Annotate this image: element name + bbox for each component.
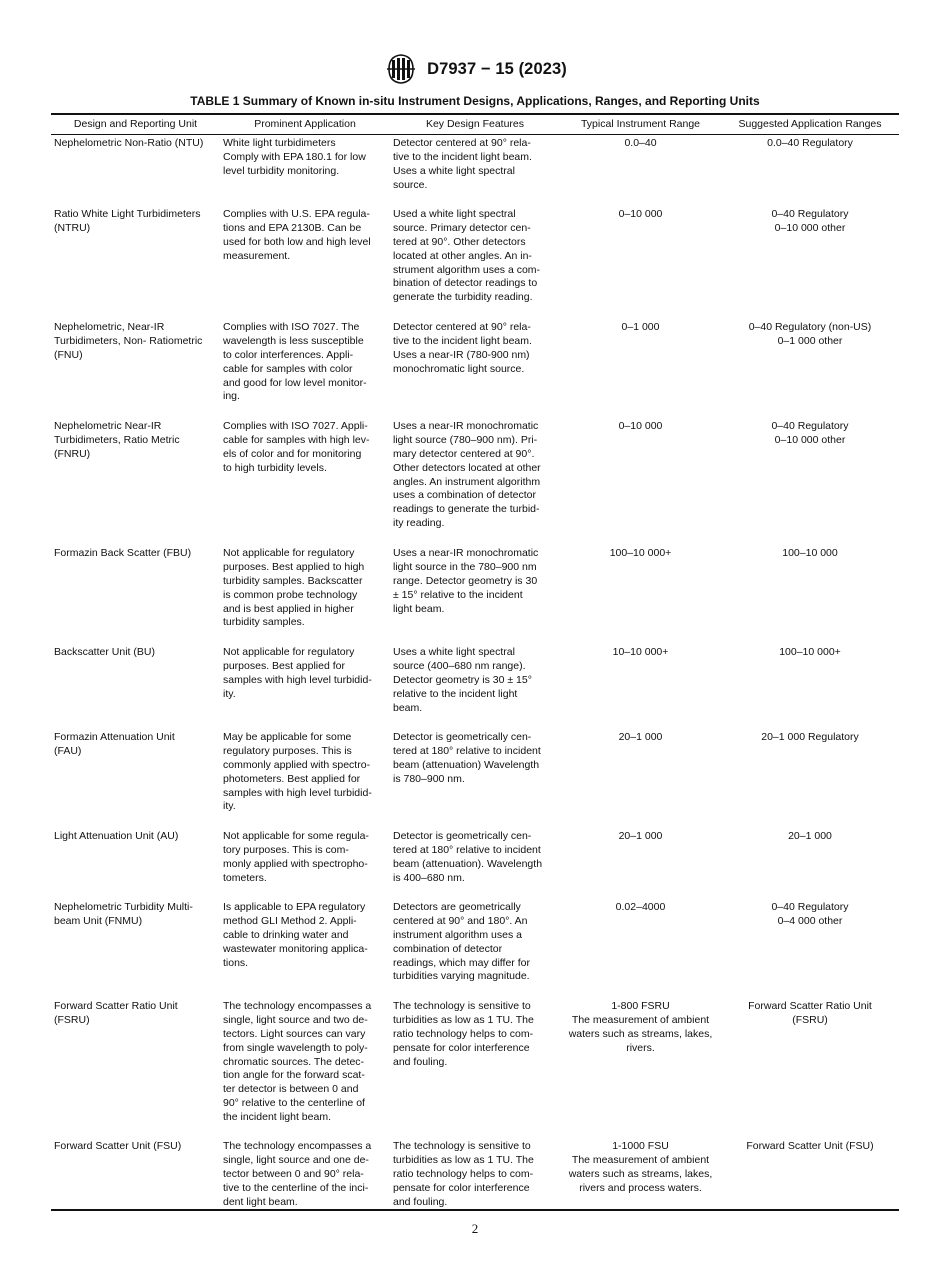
cell-line: tered at 90°. Other detectors — [393, 235, 526, 248]
cell-line: tory purposes. This is com- — [223, 843, 349, 856]
table-row — [51, 319, 899, 418]
cell-line: turbidity samples. — [223, 616, 305, 629]
column-header: Prominent Application — [220, 114, 390, 134]
cell-line: the incident light beam. — [223, 1111, 331, 1124]
cell-line: Complies with ISO 7027. Appli- — [223, 419, 368, 432]
cell-design-features — [390, 899, 560, 998]
cell-line: mary detector centered at 90°. — [393, 447, 535, 460]
cell-line: beam. — [393, 701, 423, 714]
cell-line: uses a combination of detector — [393, 489, 537, 502]
cell-line: 20–1 000 Regulatory — [761, 730, 859, 743]
cell-application — [220, 644, 390, 729]
cell-line: 100–10 000+ — [779, 645, 841, 658]
cell-line: 0–10 000 — [618, 419, 663, 432]
table-title: TABLE 1 Summary of Known in-situ Instrument Designs, Applications, Ranges, and Reporting Units — [190, 94, 760, 108]
cell-line: 10–10 000+ — [612, 645, 669, 658]
cell-line: 20–1 000 — [618, 829, 663, 842]
cell-design-features — [390, 206, 560, 319]
table-row — [51, 644, 899, 729]
cell-line: pensate for color interference — [393, 1041, 530, 1054]
cell-line: tector between 0 and 90° rela- — [223, 1167, 364, 1180]
cell-line: (FNRU) — [54, 447, 91, 460]
cell-instrument-range — [560, 729, 721, 828]
cell-line: Backscatter Unit (BU) — [54, 645, 155, 658]
cell-instrument-range — [560, 1138, 721, 1211]
cell-line: (FSRU) — [54, 1013, 90, 1026]
cell-line: Nephelometric Near-IR — [54, 419, 162, 432]
cell-line: range. Detector geometry is 30 — [393, 574, 538, 587]
cell-design-unit — [51, 998, 220, 1138]
cell-line: cable for samples with color — [223, 362, 353, 375]
cell-line: ± 15° relative to the incident — [393, 588, 523, 601]
cell-line: 0.02–4000 — [615, 900, 666, 913]
cell-line: (FNU) — [54, 348, 83, 361]
astm-logo-icon — [383, 52, 419, 86]
cell-line: cable for samples with high lev- — [223, 433, 370, 446]
cell-line: turbidity samples. Backscatter — [223, 574, 363, 587]
cell-application — [220, 134, 390, 206]
table-row — [51, 1138, 899, 1211]
cell-line: Detector is geometrically cen- — [393, 829, 532, 842]
cell-line: 0–1 000 — [621, 320, 660, 333]
cell-line: light source in the 780–900 nm — [393, 560, 537, 573]
cell-instrument-range — [560, 418, 721, 545]
cell-line: and is best applied in higher — [223, 602, 354, 615]
cell-line: 0–40 Regulatory — [771, 419, 849, 432]
cell-suggested-range — [721, 1138, 899, 1211]
cell-application — [220, 418, 390, 545]
cell-line: tectors. Light sources can vary — [223, 1027, 366, 1040]
cell-line: used for both low and high level — [223, 235, 371, 248]
cell-suggested-range — [721, 828, 899, 899]
cell-line: White light turbidimeters — [223, 136, 336, 149]
cell-line: samples with high level turbidid- — [223, 673, 372, 686]
cell-design-features — [390, 545, 560, 644]
cell-line: source. — [393, 178, 428, 191]
cell-line: monochromatic light source. — [393, 362, 525, 375]
cell-line: The measurement of ambient — [571, 1013, 710, 1026]
cell-line: turbidities varying magnitude. — [393, 970, 530, 983]
cell-line: Uses a near-IR monochromatic — [393, 419, 539, 432]
cell-line: is 400–680 nm. — [393, 871, 465, 884]
cell-line: ity reading. — [393, 517, 445, 530]
cell-line: Uses a near-IR (780-900 nm) — [393, 348, 530, 361]
cell-line: 0–10 000 other — [774, 221, 846, 234]
cell-line: and fouling. — [393, 1055, 448, 1068]
cell-line: Not applicable for regulatory — [223, 645, 355, 658]
cell-line: source. Primary detector cen- — [393, 221, 531, 234]
cell-line: Nephelometric Non-Ratio (NTU) — [54, 136, 204, 149]
cell-line: 100–10 000+ — [609, 546, 672, 559]
cell-application — [220, 319, 390, 418]
cell-line: ratio technology helps to com- — [393, 1027, 534, 1040]
cell-line: bination of detector readings to — [393, 277, 538, 290]
cell-line: dent light beam. — [223, 1195, 298, 1208]
cell-line: 0–1 000 other — [777, 334, 843, 347]
cell-line: The technology encompasses a — [223, 1139, 372, 1152]
cell-instrument-range — [560, 899, 721, 998]
cell-line: pensate for color interference — [393, 1181, 530, 1194]
cell-line: tions. — [223, 956, 249, 969]
cell-line: combination of detector — [393, 942, 503, 955]
cell-line: Forward Scatter Unit (FSU) — [746, 1139, 874, 1152]
cell-line: rivers. — [626, 1041, 655, 1054]
cell-line: 0.0–40 Regulatory — [767, 136, 853, 149]
cell-line: tive to the centerline of the inci- — [223, 1181, 369, 1194]
cell-line: source (400–680 nm range). — [393, 659, 526, 672]
cell-line: is 780–900 nm. — [393, 772, 465, 785]
cell-line: centered at 90° and 180°. An — [393, 914, 528, 927]
cell-suggested-range — [721, 134, 899, 206]
cell-line: Formazin Back Scatter (FBU) — [54, 546, 192, 559]
table-row — [51, 729, 899, 828]
cell-line: level turbidity monitoring. — [223, 164, 340, 177]
cell-line: regulatory purposes. This is — [223, 744, 352, 757]
column-header: Suggested Application Ranges — [721, 114, 899, 134]
cell-line: Turbidimeters, Ratio Metric — [54, 433, 180, 446]
column-header: Typical Instrument Range — [560, 114, 721, 134]
cell-line: measurement. — [223, 249, 291, 262]
cell-design-unit — [51, 134, 220, 206]
cell-line: monly applied with spectropho- — [223, 857, 368, 870]
cell-suggested-range — [721, 729, 899, 828]
cell-design-unit — [51, 545, 220, 644]
cell-line: ing. — [223, 390, 240, 403]
cell-line: purposes. Best applied for — [223, 659, 345, 672]
cell-line: wavelength is less susceptible — [223, 334, 364, 347]
cell-application — [220, 206, 390, 319]
cell-line: is common probe technology — [223, 588, 358, 601]
cell-line: located at other angles. An in- — [393, 249, 532, 262]
cell-line: Uses a white light spectral — [393, 645, 515, 658]
cell-line: to color interferences. Appli- — [223, 348, 354, 361]
cell-design-features — [390, 1138, 560, 1211]
cell-instrument-range — [560, 644, 721, 729]
cell-line: readings, which may differ for — [393, 956, 530, 969]
cell-line: Is applicable to EPA regulatory — [223, 900, 366, 913]
cell-instrument-range — [560, 134, 721, 206]
cell-line: Used a white light spectral — [393, 207, 516, 220]
cell-line: angles. An instrument algorithm — [393, 475, 541, 488]
table-row — [51, 828, 899, 899]
cell-line: Complies with ISO 7027. The — [223, 320, 360, 333]
table-header-row — [51, 114, 899, 134]
table-row — [51, 418, 899, 545]
cell-line: tion angle for the forward scat- — [223, 1069, 365, 1082]
cell-line: to high turbidity levels. — [223, 461, 327, 474]
cell-application — [220, 1138, 390, 1211]
cell-suggested-range — [721, 998, 899, 1138]
cell-design-unit — [51, 206, 220, 319]
cell-line: (FAU) — [54, 744, 82, 757]
cell-design-features — [390, 319, 560, 418]
cell-line: single, light source and one de- — [223, 1153, 369, 1166]
cell-line: 0–4 000 other — [777, 914, 843, 927]
cell-line: (FSRU) — [792, 1013, 828, 1026]
cell-line: Uses a near-IR monochromatic — [393, 546, 539, 559]
cell-line: chromatic sources. The detec- — [223, 1055, 365, 1068]
cell-line: tometers. — [223, 871, 267, 884]
cell-line: May be applicable for some — [223, 730, 352, 743]
cell-line: 1-800 FSRU — [611, 999, 670, 1012]
cell-line: Formazin Attenuation Unit — [54, 730, 175, 743]
cell-line: instrument algorithm uses a — [393, 928, 522, 941]
cell-line: 1-1000 FSU — [612, 1139, 669, 1152]
cell-line: 20–1 000 — [618, 730, 663, 743]
cell-design-features — [390, 644, 560, 729]
table-row — [51, 206, 899, 319]
cell-suggested-range — [721, 319, 899, 418]
cell-line: 20–1 000 — [788, 829, 832, 842]
cell-line: turbidities as low as 1 TU. The — [393, 1013, 534, 1026]
cell-line: Nephelometric, Near-IR — [54, 320, 165, 333]
cell-line: 0–10 000 other — [774, 433, 846, 446]
cell-line: waters such as streams, lakes, — [568, 1027, 713, 1040]
cell-instrument-range — [560, 828, 721, 899]
cell-design-unit — [51, 1138, 220, 1211]
cell-line: beam (attenuation) Wavelength — [393, 758, 540, 771]
cell-line: ity. — [223, 800, 236, 813]
cell-line: Turbidimeters, Non- Ratiometric — [54, 334, 203, 347]
cell-line: rivers and process waters. — [579, 1181, 702, 1194]
cell-suggested-range — [721, 899, 899, 998]
summary-table — [51, 113, 899, 1211]
cell-design-unit — [51, 729, 220, 828]
document-id: D7937 − 15 (2023) — [427, 59, 567, 78]
cell-line: Forward Scatter Unit (FSU) — [54, 1139, 182, 1152]
table-row — [51, 899, 899, 998]
cell-line: tered at 180° relative to incident — [393, 744, 541, 757]
cell-line: samples with high level turbidid- — [223, 786, 372, 799]
cell-instrument-range — [560, 998, 721, 1138]
cell-line: tive to the incident light beam. — [393, 150, 532, 163]
cell-line: 0.0–40 — [624, 136, 657, 149]
cell-line: Detectors are geometrically — [393, 900, 521, 913]
cell-line: Uses a white light spectral — [393, 164, 515, 177]
cell-instrument-range — [560, 319, 721, 418]
cell-line: waters such as streams, lakes, — [568, 1167, 713, 1180]
table-row — [51, 134, 899, 206]
cell-line: cable to drinking water and — [223, 928, 349, 941]
cell-line: 100–10 000 — [782, 546, 838, 559]
cell-suggested-range — [721, 418, 899, 545]
cell-line: Detector centered at 90° rela- — [393, 320, 531, 333]
cell-suggested-range — [721, 545, 899, 644]
cell-line: strument algorithm uses a com- — [393, 263, 541, 276]
cell-line: light beam. — [393, 602, 445, 615]
cell-line: photometers. Best applied for — [223, 772, 361, 785]
cell-line: wastewater monitoring applica- — [223, 942, 368, 955]
cell-instrument-range — [560, 545, 721, 644]
cell-line: readings to generate the turbid- — [393, 503, 540, 516]
cell-application — [220, 828, 390, 899]
document-header — [0, 52, 950, 86]
cell-line: commonly applied with spectro- — [223, 758, 371, 771]
cell-design-unit — [51, 644, 220, 729]
cell-line: beam (attenuation). Wavelength — [393, 857, 543, 870]
cell-design-features — [390, 828, 560, 899]
cell-design-unit — [51, 899, 220, 998]
cell-design-features — [390, 418, 560, 545]
cell-design-unit — [51, 828, 220, 899]
cell-line: ratio technology helps to com- — [393, 1167, 534, 1180]
cell-line: tions and EPA 2130B. Can be — [223, 221, 362, 234]
cell-design-unit — [51, 418, 220, 545]
cell-suggested-range — [721, 644, 899, 729]
table-body — [51, 134, 899, 1210]
cell-line: Detector is geometrically cen- — [393, 730, 532, 743]
cell-line: tered at 180° relative to incident — [393, 843, 541, 856]
cell-line: turbidities as low as 1 TU. The — [393, 1153, 534, 1166]
cell-application — [220, 998, 390, 1138]
cell-line: and fouling. — [393, 1195, 448, 1208]
cell-line: Detector geometry is 30 ± 15° — [393, 673, 532, 686]
cell-line: Forward Scatter Ratio Unit — [54, 999, 178, 1012]
cell-line: ity. — [223, 687, 236, 700]
cell-line: 0–40 Regulatory — [771, 207, 849, 220]
cell-line: Detector centered at 90° rela- — [393, 136, 531, 149]
cell-line: generate the turbidity reading. — [393, 291, 533, 304]
cell-line: and good for low level monitor- — [223, 376, 367, 389]
cell-line: The technology is sensitive to — [393, 999, 531, 1012]
column-header: Design and Reporting Unit — [51, 114, 220, 134]
cell-line: ter detector is between 0 and — [223, 1083, 359, 1096]
cell-line: Other detectors located at other — [393, 461, 541, 474]
cell-line: light source (780–900 nm). Pri- — [393, 433, 538, 446]
cell-line: 90° relative to the centerline of — [223, 1097, 365, 1110]
cell-line: 0–40 Regulatory (non-US) — [748, 320, 872, 333]
cell-line: els of color and for monitoring — [223, 447, 362, 460]
cell-line: Nephelometric Turbidity Multi- — [54, 900, 193, 913]
cell-application — [220, 545, 390, 644]
cell-line: Not applicable for some regula- — [223, 829, 369, 842]
cell-line: Ratio White Light Turbidimeters — [54, 207, 201, 220]
cell-application — [220, 729, 390, 828]
cell-line: Comply with EPA 180.1 for low — [223, 150, 366, 163]
cell-line: The measurement of ambient — [571, 1153, 710, 1166]
cell-line: purposes. Best applied to high — [223, 560, 365, 573]
cell-line: 0–40 Regulatory — [771, 900, 849, 913]
cell-line: (NTRU) — [54, 221, 91, 234]
cell-design-features — [390, 729, 560, 828]
cell-instrument-range — [560, 206, 721, 319]
table-row — [51, 998, 899, 1138]
table-row — [51, 545, 899, 644]
cell-design-features — [390, 998, 560, 1138]
cell-line: 0–10 000 — [618, 207, 663, 220]
cell-line: from single wavelength to poly- — [223, 1041, 368, 1054]
cell-design-features — [390, 134, 560, 206]
cell-line: Complies with U.S. EPA regula- — [223, 207, 370, 220]
cell-design-unit — [51, 319, 220, 418]
cell-application — [220, 899, 390, 998]
cell-line: Not applicable for regulatory — [223, 546, 355, 559]
cell-line: Forward Scatter Ratio Unit — [748, 999, 872, 1012]
cell-line: relative to the incident light — [393, 687, 518, 700]
cell-line: Light Attenuation Unit (AU) — [54, 829, 179, 842]
page-number: 2 — [471, 1221, 479, 1236]
cell-line: tive to the incident light beam. — [393, 334, 532, 347]
cell-line: The technology encompasses a — [223, 999, 372, 1012]
column-header: Key Design Features — [390, 114, 560, 134]
cell-suggested-range — [721, 206, 899, 319]
cell-line: single, light source and two de- — [223, 1013, 368, 1026]
cell-line: method GLI Method 2. Appli- — [223, 914, 357, 927]
cell-line: beam Unit (FNMU) — [54, 914, 143, 927]
cell-line: The technology is sensitive to — [393, 1139, 531, 1152]
